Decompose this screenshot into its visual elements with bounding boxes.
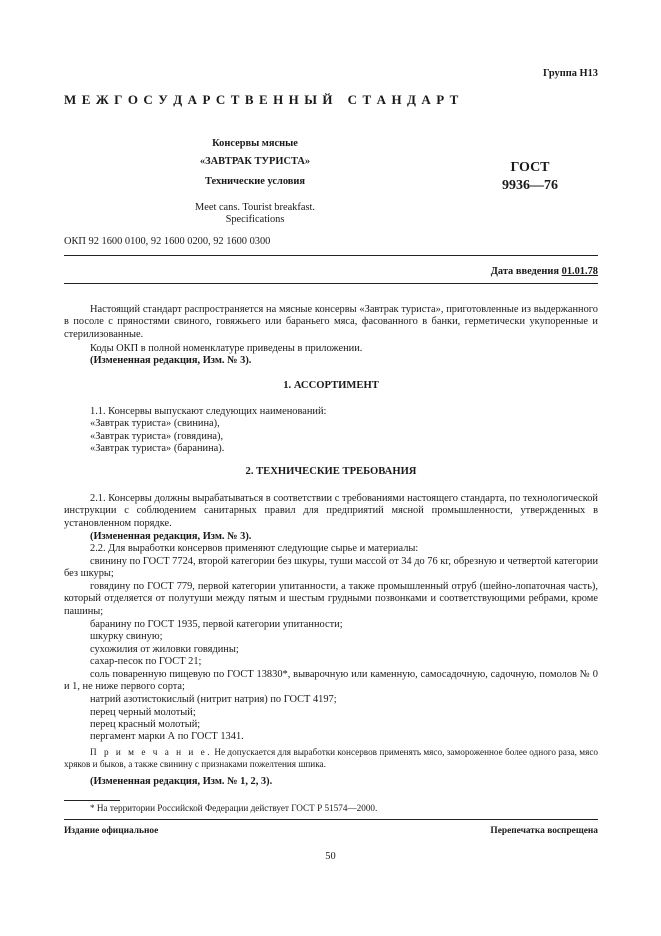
section-1-item: «Завтрак туриста» (баранина). bbox=[90, 443, 225, 454]
material-black-pepper: перец черный молотый; bbox=[90, 707, 196, 718]
page-number: 50 bbox=[325, 851, 336, 862]
note-text: Не допускается для выработки консервов применять мясо, замороженное более одного раза, мясо хряков и быков, а также свинину с признаками пожелтения шпика. bbox=[64, 747, 598, 769]
divider bbox=[64, 819, 598, 820]
note-label: П р и м е ч а н и е. bbox=[90, 747, 213, 757]
gost-label: ГОСТ bbox=[510, 160, 550, 175]
material-salt: соль поваренную пищевую по ГОСТ 13830*, выварочную или каменную, самосадочную, садочную, помолов № 0 и 1, не ниже первого сорта; bbox=[64, 669, 598, 693]
gost-number: 9936—76 bbox=[502, 178, 558, 193]
footnote-rule bbox=[64, 800, 120, 801]
material-nitrite: натрий азотистокислый (нитрит натрия) по ГОСТ 4197; bbox=[90, 694, 337, 705]
intro-okp-note: Коды ОКП в полной номенклатуре приведены в приложении. bbox=[90, 343, 363, 354]
material-pork: свинину по ГОСТ 7724, второй категории без шкуры, туши массой от 34 до 76 кг, обрезную и четвертой категории без шкуры; bbox=[64, 556, 598, 580]
section-1-item: «Завтрак туриста» (говядина), bbox=[90, 431, 224, 442]
divider bbox=[64, 283, 598, 284]
material-parchment: пергамент марки А по ГОСТ 1341. bbox=[90, 731, 244, 742]
material-skin: шкурку свиную; bbox=[90, 631, 163, 642]
section-1-item: 1.1. Консервы выпускают следующих наименований: bbox=[90, 406, 327, 417]
note bbox=[64, 747, 598, 770]
english-title-2: Specifications bbox=[225, 214, 285, 225]
intro-date-label: Дата введения bbox=[490, 266, 560, 277]
title-line-3: Технические условия bbox=[205, 176, 305, 187]
footnote: * На территории Российской Федерации действует ГОСТ Р 51574—2000. bbox=[90, 803, 378, 813]
intro-date-value: 01.01.78 bbox=[561, 266, 598, 277]
clause-2-2: 2.2. Для выработки консервов применяют следующие сырье и материалы: bbox=[90, 543, 419, 554]
intro-date bbox=[491, 266, 598, 279]
intro-amendment: (Измененная редакция, Изм. № 3). bbox=[90, 355, 252, 366]
clause-2-1-amendment: (Измененная редакция, Изм. № 3). bbox=[90, 531, 252, 542]
okp-codes: ОКП 92 1600 0100, 92 1600 0200, 92 1600 0300 bbox=[64, 236, 271, 247]
section-1-heading: 1. АССОРТИМЕНТ bbox=[283, 380, 379, 391]
material-sugar: сахар-песок по ГОСТ 21; bbox=[90, 656, 202, 667]
divider bbox=[64, 255, 598, 256]
material-beef: говядину по ГОСТ 779, первой категории упитанности, а также промышленный отруб (шейно-лопаточная часть), который отделяется от полутуши между пятым и шестым грудными позвонками и соответствующими ребрами, кроме пашины; bbox=[64, 581, 598, 617]
english-title-1: Meet cans. Tourist breakfast. bbox=[195, 202, 315, 213]
material-lamb: баранину по ГОСТ 1935, первой категории упитанности; bbox=[90, 619, 343, 630]
footer-reprint-prohibited: Перепечатка воспрещена bbox=[490, 826, 598, 836]
title-line-2: «ЗАВТРАК ТУРИСТА» bbox=[199, 156, 311, 167]
clause-2-1: 2.1. Консервы должны вырабатываться в соответствии с требованиями настоящего стандарта, по технологической инструкции с соблюдением санитарных правил для предприятий мясной промышленности, утвержденных в установленном порядке. bbox=[64, 493, 598, 529]
section-1-item: «Завтрак туриста» (свинина), bbox=[90, 418, 220, 429]
standard-banner: М Е Ж Г О С У Д А Р С Т В Е Н Н Ы Й С Т А Н Д А Р Т bbox=[64, 92, 459, 107]
section-2-heading: 2. ТЕХНИЧЕСКИЕ ТРЕБОВАНИЯ bbox=[245, 466, 417, 477]
material-red-pepper: перец красный молотый; bbox=[90, 719, 201, 730]
intro-paragraph: Настоящий стандарт распространяется на мясные консервы «Завтрак туриста», приготовленные из выдержанного в посоле с пряностями свиного, говяжьего или бараньего мяса, фасованного в банки, герметически укупоренные и стерилизованные. bbox=[64, 304, 598, 340]
title-line-1: Консервы мясные bbox=[212, 138, 298, 149]
group-label: Группа Н13 bbox=[542, 68, 598, 79]
section-2-amendment: (Измененная редакция, Изм. № 1, 2, 3). bbox=[90, 776, 273, 787]
material-sinew: сухожилия от жиловки говядины; bbox=[90, 644, 239, 655]
footer-official-edition: Издание официальное bbox=[64, 826, 159, 836]
